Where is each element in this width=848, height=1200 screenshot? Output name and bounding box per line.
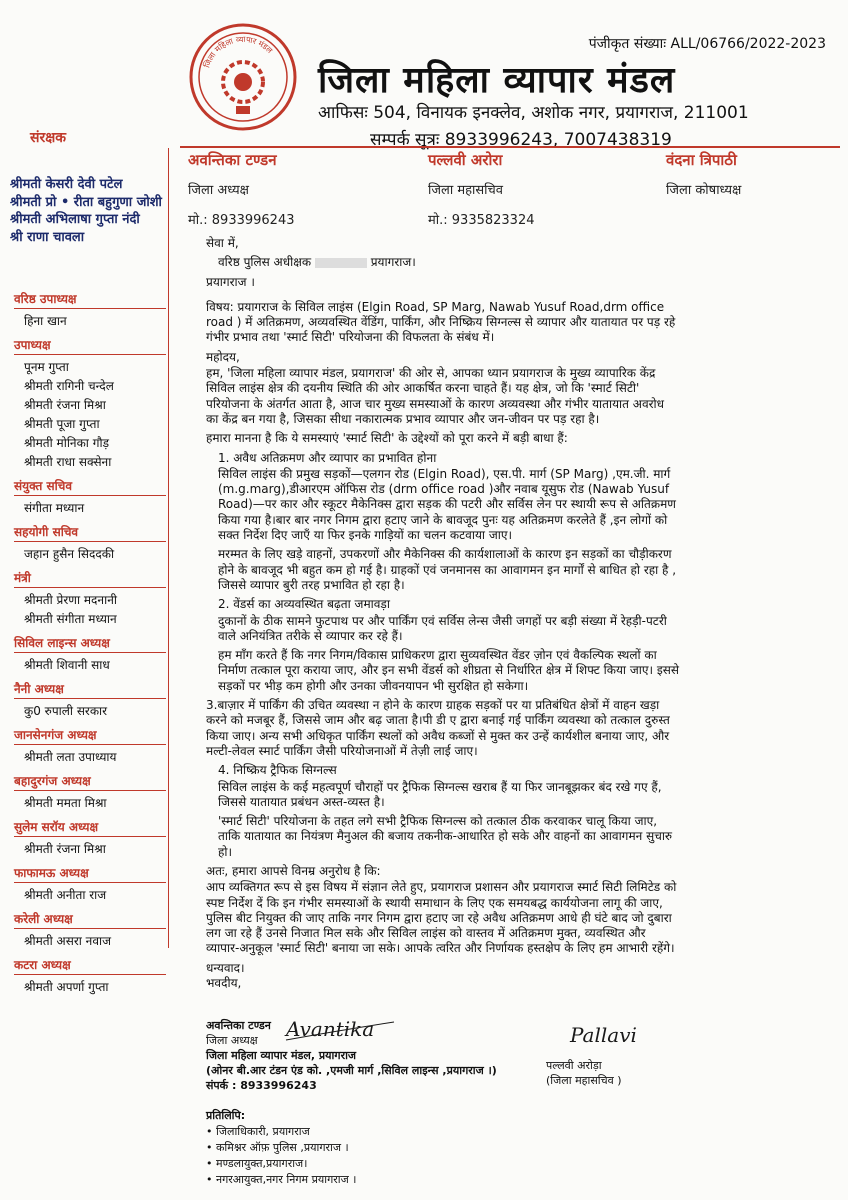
intro-paragraph: हम, 'जिला महिला व्यापार मंडल, प्रयागराज' की ओर से, आपका ध्यान प्रयागराज के मुख्य व्यापारिक केंद्र सिविल लाइंस क्षेत्र की दयनीय स्थिति की ओर आकर्षित करना चाहते हैं। यह क्षेत्र, जो कि 'स्मार्ट सिटी' परियोजना के अंतर्गत आता है, आज चार मुख्य समस्याओं के कारण अव्यवस्था और गंभीर यातायात अवरोध का केंद्र बन गया है, जिसका सीधा नकारात्मक प्रभाव व्यापार और जन-जीवन पर पड़ रहा है। [206,366,665,426]
request-paragraph: आप व्यक्तिगत रूप से इस विषय में संज्ञान लेते हुए, प्रयागराज प्रशासन और प्रयागराज स्मार्ट सिटी लिमिटेड को स्पष्ट निर्देश दें कि इन गंभीर समस्याओं के स्थायी समाधान के लिए एक समयबद्ध कार्ययोजना लागू की जाए, पुलिस बीट नियुक्त की जाए ताकि नगर निगम द्वारा हटाए जा रहे अवैध अतिक्रमण आधे ही घंटे बाद जो दुबारा लग जा रहे हैं उनसे निजात मिल सके और सिविल लाइंस को वास्तव में अतिक्रमण मुक्त, व्यवस्थित और व्यापार-अनुकूल 'स्मार्ट सिटी' बनाया जा सके। आपके त्वरित और निर्णायक हस्तक्षेप के लिए हम आभारी रहेंगे। [206,880,677,956]
patron-name: श्रीमती प्रो • रीता बहुगुणा जोशी [10,194,162,210]
copy-item: • नगरआयुक्त,नगर निगम प्रयागराज । [206,1173,357,1186]
patron-heading: संरक्षक [30,130,66,146]
member-group [14,864,166,905]
signatory-role: जिला अध्यक्ष [206,1034,258,1047]
officer-name: पल्लवी अरोरा [428,151,503,169]
member-name: हिना खान [24,314,67,328]
member-group-heading: बहादुरगंज अध्यक्ष [14,772,166,791]
officer-role: जिला अध्यक्ष [188,183,250,198]
officer-general-secretary [428,150,535,228]
organization-seal-icon [188,22,298,132]
member-name: कु0 रुपाली सरकार [24,704,108,718]
member-group [14,772,166,813]
member-group-heading: वरिष्ठ उपाध्यक्ष [14,290,166,309]
member-group-heading: संयुक्त सचिव [14,477,166,496]
salutation: महोदय, [206,349,240,364]
belief-statement: हमारा मानना है कि ये समस्याएं 'स्मार्ट सिटी' के उद्देश्यों को पूरा करने में बड़ी बाधा हैं: [206,431,568,446]
redacted-name [315,258,367,268]
officer-role: जिला कोषाध्यक्ष [666,183,742,198]
member-group [14,569,166,629]
officer-name: वंदना त्रिपाठी [666,151,737,169]
member-group-heading: कटरा अध्यक्ष [14,956,166,975]
svg-text:Avantika: Avantika [286,1017,375,1041]
registration-number: पंजीकृत संख्याः ALL/06766/2022-2023 [588,36,826,52]
request-intro: अतः, हमारा आपसे विनम्र अनुरोध है कि: [206,863,381,878]
header-divider [180,146,840,148]
member-sidebar [0,118,170,1200]
member-group [14,477,166,518]
member-group-heading: फाफामऊ अध्यक्ष [14,864,166,883]
point-heading: 4. निष्क्रिय ट्रैफिक सिग्नल्स [218,763,337,778]
yours-line: भवदीय, [206,976,242,991]
point-paragraph: सिविल लाइंस की प्रमुख सड़कों—एलगन रोड (Elgin Road), एस.पी. मार्ग (SP Marg) ,एम.जी. मार्ग (m.g.marg),डीआरएम ऑफिस रोड (drm office road )और नवाब यूसुफ रोड (Nawab Yusuf Road)—पर कार और स्कूटर मैकेनिक्स द्वारा सड़क की पटरी और सर्विस लेन पर स्थायी रूप से अतिक्रमण किया गया है।बार बार नगर निगम द्वारा हटाए जाने के बावजूद पुनः यह अतिक्रमण करलेते हैं ,इन लोगों को सक्त निर्देश दिए जाएँ या फिर इनके गाड़ियों का चलन कटवाया जाए। [218,466,676,543]
president-signature [282,1010,402,1046]
patron-list [10,176,162,246]
officer-treasurer [666,150,741,198]
copy-item: • जिलाधिकारी, प्रयागराज [206,1125,310,1138]
member-name: जहान हुसैन सिददकी [24,547,115,561]
member-group [14,910,166,951]
letter-body [206,236,680,995]
office-address: आफिसः 504, विनायक इनक्लेव, अशोक नगर, प्रयागराज, 211001 [318,103,749,123]
secretary-name: पल्लवी अरोड़ा [546,1059,602,1072]
copy-heading: प्रतिलिपि: [206,1109,246,1122]
officer-president [188,150,295,228]
copy-to-list [206,1108,356,1188]
point-paragraph: दुकानों के ठीक सामने फुटपाथ पर और पार्किंग एवं सर्विस लेन्स जैसी जगहों पर बड़ी संख्या में रेहड़ी-पटरी वाले अनियंत्रित तरीके से व्यापार कर रहे हैं। [218,613,667,643]
officer-mobile: मो.: 9335823324 [428,213,535,228]
point-paragraph: 3.बाज़ार में पार्किंग की उचित व्यवस्था न होने के कारण ग्राहक सड़कों पर या प्रतिबंधित क्षेत्रों में वाहन खड़ा करने को मजबूर हैं, जिससे जाम और बढ़ जाता है।पी डी ए द्वारा बनाई गई पार्किंग व्यवस्था को तत्काल दुरुस्त किया जाए। अन्य सभी अधिकृत पार्किंग स्थलों को अवैध कब्जों से मुक्त कर उन्हें कार्यशील बनाया जाए, और मल्टी-लेवल स्मार्ट पार्किंग जैसी परियोजनाओं में तेज़ी लाई जाए। [206,698,670,758]
member-name: श्रीमती शिवानी साध [24,658,110,672]
copy-item: • मण्डलायुक्त,प्रयागराज। [206,1157,308,1170]
recipient-line: सेवा में, [206,236,239,250]
member-group [14,634,166,675]
point-paragraph: सिविल लाइंस के कई महत्वपूर्ण चौराहों पर ट्रैफिक सिग्नल्स खराब हैं या फिर जानबूझकर बंद रखे गए हैं, जिससे यातायात प्रबंधन अस्त-व्यस्त है। [218,779,662,809]
recipient-city: प्रयागराज । [206,274,255,289]
member-group [14,680,166,721]
member-name: श्रीमती रंजना मिश्रा [24,398,106,412]
member-group [14,818,166,859]
recipient-designation: वरिष्ठ पुलिस अधीक्षक प्रयागराज। [218,255,416,270]
member-group-heading: सहयोगी सचिव [14,523,166,542]
member-name: श्रीमती मोनिका गौड़ [24,436,110,450]
point-paragraph: हम माँग करते हैं कि नगर निगम/विकास प्राधिकरण द्वारा सुव्यवस्थित वेंडर ज़ोन एवं वैकल्पिक स्थलों का निर्माण तत्काल पूरा कराया जाए, और इन सभी वेंडर्स को शीघ्रता से निर्धारित क्षेत्र में शिफ्ट किया जाए। इससे सड़कों पर भीड़ कम होगी और उनका जीवनयापन भी सुरक्षित हो सकेगा। [218,648,679,693]
point-heading: 1. अवैध अतिक्रमण और व्यापार का प्रभावित होना [218,450,437,465]
member-group-heading: सुलेम सरॉय अध्यक्ष [14,818,166,837]
member-group [14,336,166,472]
signatory-contact: संपर्क : 8933996243 [206,1079,317,1092]
member-name: पूनम गुप्ता [24,360,69,374]
member-group-heading: सिविल लाइन्स अध्यक्ष [14,634,166,653]
member-group [14,956,166,997]
signatory-name: अवन्तिका टण्डन [206,1019,271,1032]
secretary-sign-label [546,1058,622,1088]
point-paragraph: 'स्मार्ट सिटी' परियोजना के तहत लगे सभी ट्रैफिक सिग्नल्स को तत्काल ठीक करवाकर चालू किया जाए, ताकि यातायात का नियंत्रण मैनुअल की बजाय तकनीक-आधारित हो सके और वाहनों का आवागमन सुचारु हो। [218,814,673,859]
patron-name: श्रीमती अभिलाषा गुप्ता नंदी [10,212,140,227]
member-name: श्रीमती रंजना मिश्रा [24,842,106,856]
secretary-signature [566,1012,656,1056]
signatory-org: जिला महिला व्यापार मंडल, प्रयागराज [206,1049,357,1062]
signatory-address: (ओनर बी.आर टंडन एंड को. ,एमजी मार्ग ,सिविल लाइन्स ,प्रयागराज ।) [206,1064,497,1077]
patron-name: श्रीमती केसरी देवी पटेल [10,177,123,192]
secretary-role: (जिला महासचिव ) [546,1074,622,1087]
member-name: संगीता मध्यान [24,501,85,515]
member-group-heading: जानसेनगंज अध्यक्ष [14,726,166,745]
officer-name: अवन्तिका टण्डन [188,151,277,169]
copy-item: • कमिश्नर ऑफ़ पुलिस ,प्रयागराज । [206,1141,349,1154]
member-groups [14,290,166,1002]
member-name: श्रीमती असरा नवाज [24,934,111,948]
member-name: श्रीमती अपर्णा गुप्ता [24,980,109,994]
member-group-heading: करेली अध्यक्ष [14,910,166,929]
seal-text: जिला महिला व्यापार मंडल [202,34,275,69]
svg-text:Pallavi: Pallavi [570,1023,637,1047]
member-group [14,726,166,767]
member-group-heading: मंत्री [14,569,166,588]
member-name: श्रीमती पूजा गुप्ता [24,417,100,431]
subject-line: विषय: प्रयागराज के सिविल लाइंस (Elgin Road, SP Marg, Nawab Yusuf Road,drm office road ) में अतिक्रमण, अव्यवस्थित वेंडिंग, पार्किंग, और निष्क्रिय सिग्नल्स से व्यापार और यातायात पर पड़ रहे गंभीर प्रभाव तथा 'स्मार्ट सिटी' परियोजना की विफलता के संबंध में। [206,299,676,345]
organization-title: जिला महिला व्यापार मंडल [318,60,676,101]
contact-numbers: सम्पर्क सूत्रः 8933996243, 7007438319 [370,130,672,150]
member-group-heading: उपाध्यक्ष [14,336,166,355]
point-paragraph: मरम्मत के लिए खड़े वाहनों, उपकरणों और मैकेनिक्स की कार्यशालाओं के कारण इन सड़कों का चौड़ीकरण होने के बावजूद भी बहुत कम हो गई है। ग्राहकों एवं जनमानस का आवागमन इन मार्गों से बाधित हो रहा है , जिससे व्यापार बुरी तरह प्रभावित हो रहा है। [218,547,677,592]
member-name: श्रीमती प्रेरणा मदनानी [24,593,117,607]
member-group [14,290,166,331]
member-name: श्रीमती लता उपाध्याय [24,750,117,764]
member-name: श्रीमती रागिनी चन्देल [24,379,114,393]
thanks-line: धन्यवाद। [206,960,245,975]
member-name: श्रीमती राधा सक्सेना [24,455,112,469]
officer-mobile: मो.: 8933996243 [188,213,295,228]
member-name: श्रीमती ममता मिश्रा [24,796,107,810]
officer-role: जिला महासचिव [428,183,504,198]
member-group [14,523,166,564]
patron-name: श्री राणा चावला [10,229,85,245]
point-heading: 2. वेंडर्स का अव्यवस्थित बढ़ता जमावड़ा [218,597,390,612]
member-group-heading: नैनी अध्यक्ष [14,680,166,699]
member-name: श्रीमती अनीता राज [24,888,107,902]
member-name: श्रीमती संगीता मध्यान [24,612,117,626]
